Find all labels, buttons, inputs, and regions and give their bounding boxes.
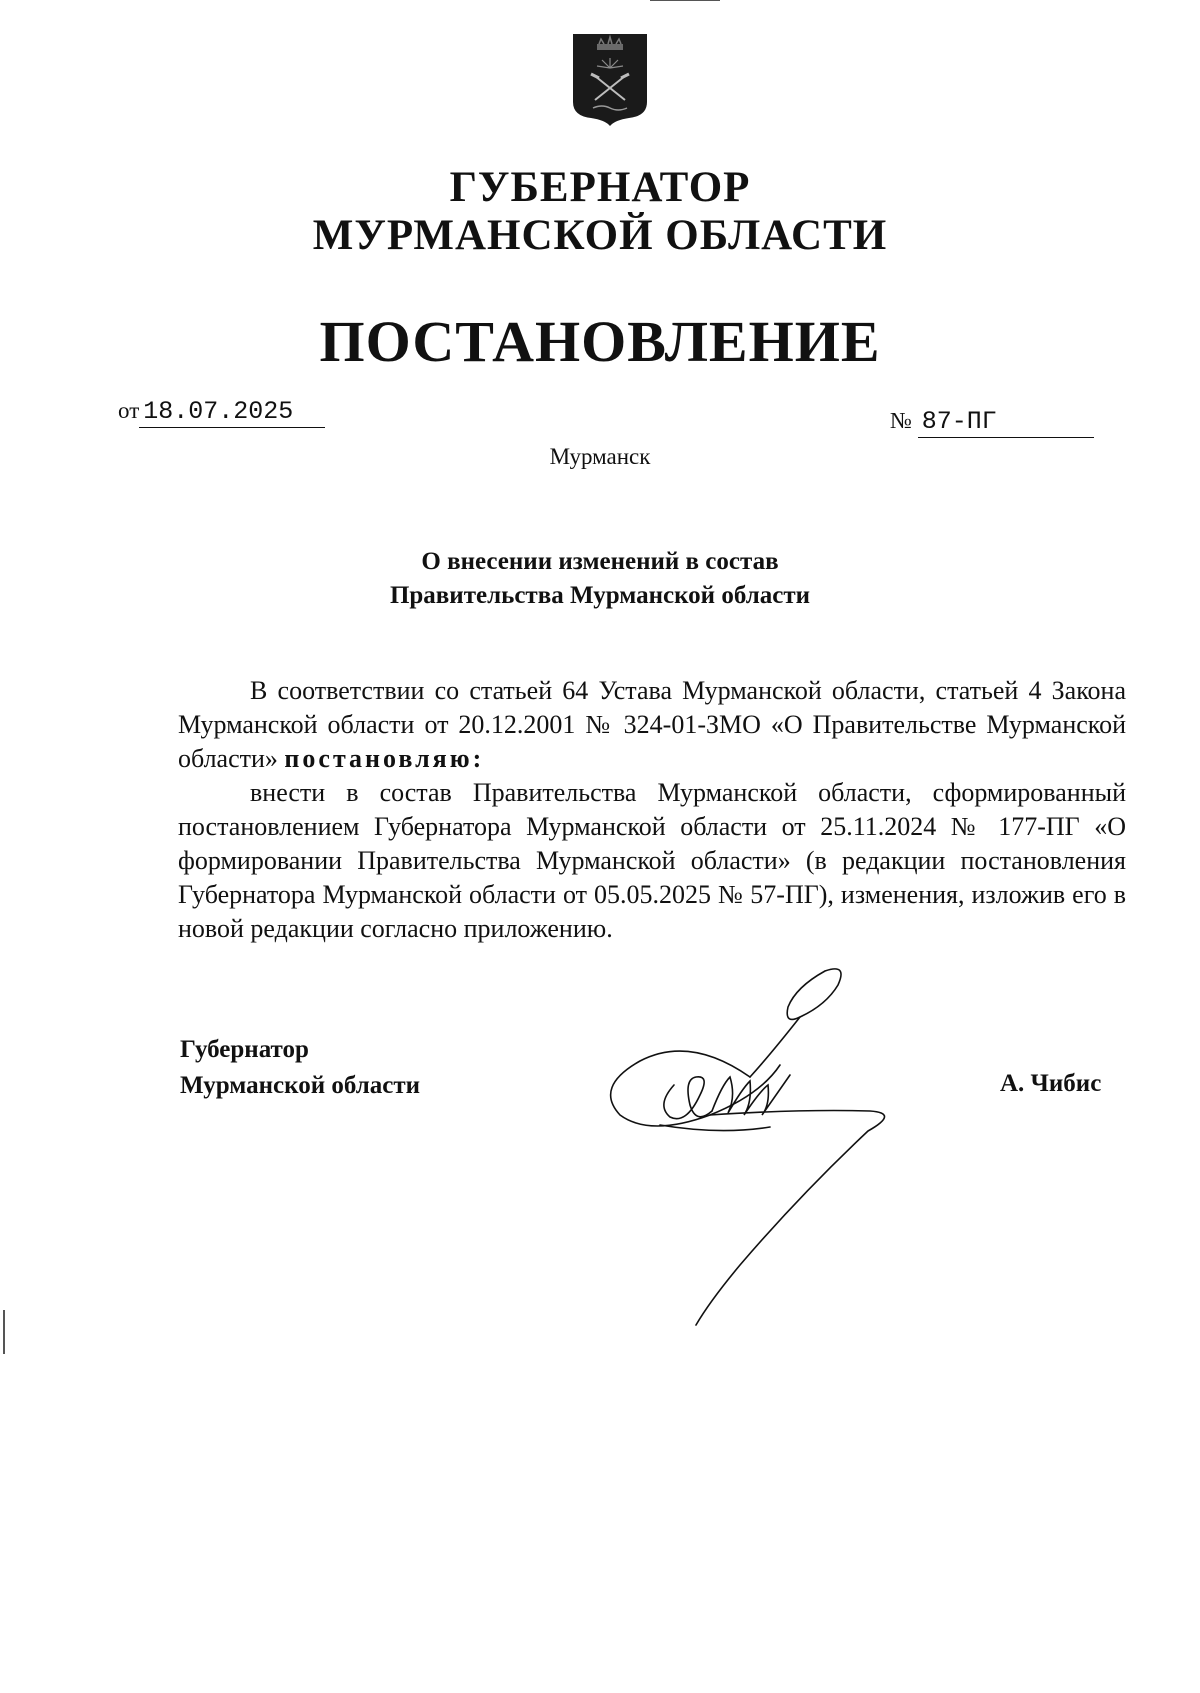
document-date: 18.07.2025	[139, 399, 325, 428]
body-paragraph-2: внести в состав Правительства Мурманской области, сформированный постановлением Губернатора Мурманской области от 25.11.2024 № 177-ПГ «О формировании Правительства Мурманской области» (в редакции постановления Губернатора Мурманской области от 05.05.2025 № 57-ПГ), изменения, изложив его в новой редакции согласно приложению.	[178, 778, 1126, 943]
document-body	[178, 674, 1126, 946]
scan-edge-mark	[3, 1310, 5, 1354]
document-type: ПОСТАНОВЛЕНИЕ	[319, 309, 881, 374]
number-line	[890, 408, 1094, 438]
paragraph-1-text: В соответствии со статьей 64 Устава Мурманской области, статьей 4 Закона Мурманской области от 20.12.2001 № 324-01-ЗМО «О Правительстве Мурманской области»	[178, 676, 1126, 773]
signatory-name: А. Чибис	[1000, 1070, 1102, 1097]
position-line1: Губернатор	[180, 1036, 309, 1063]
issuer-title-line2: МУРМАНСКОЙ ОБЛАСТИ	[312, 212, 888, 259]
document-number: 87-ПГ	[918, 409, 1094, 438]
body-paragraph-1	[178, 674, 1126, 776]
handwritten-signature	[600, 965, 970, 1355]
issuer-title-line1: ГУБЕРНАТОР	[449, 164, 751, 211]
decree-word: постановляю:	[284, 744, 485, 773]
position-line2: Мурманской области	[180, 1072, 421, 1099]
coat-of-arms-icon	[569, 28, 651, 128]
subject-line1: О внесении изменений в состав	[421, 548, 779, 575]
date-prefix: от	[118, 398, 140, 423]
date-line	[118, 398, 325, 428]
subject-line2: Правительства Мурманской области	[389, 582, 811, 609]
number-prefix: №	[890, 408, 912, 433]
document-subject	[0, 545, 1200, 613]
scan-top-mark	[650, 0, 720, 1]
signatory-position	[180, 1032, 420, 1104]
city: Мурманск	[549, 444, 651, 469]
